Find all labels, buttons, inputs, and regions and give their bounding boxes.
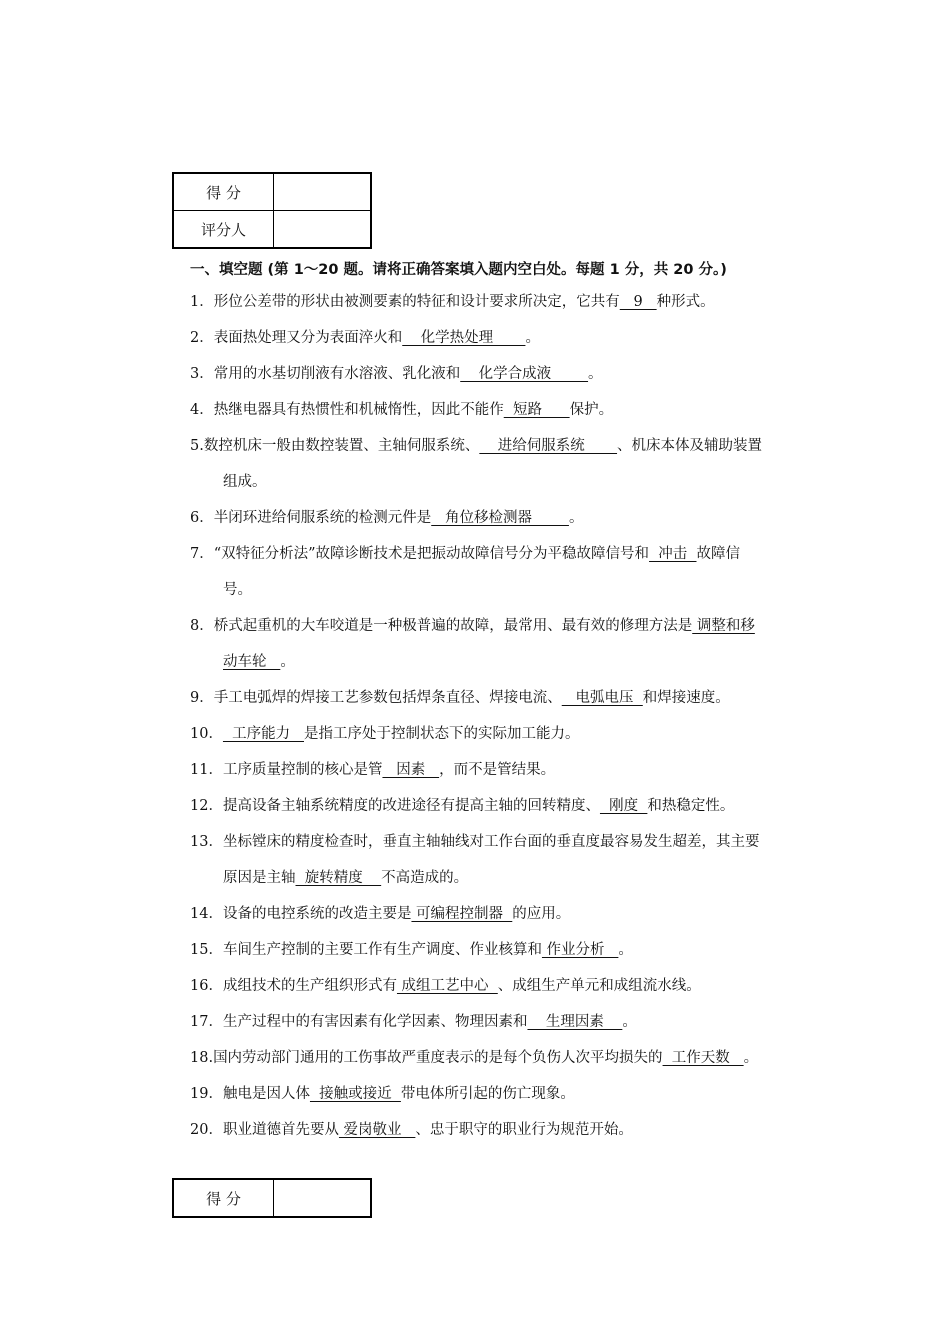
question-item xyxy=(190,1040,840,1076)
question-text-end: 组成。 xyxy=(223,474,267,490)
answer-blank[interactable]: 因素 xyxy=(382,762,440,778)
question-text: 触电是因人体 xyxy=(222,1086,310,1102)
answer-blank[interactable]: 成组工艺中心 xyxy=(396,978,498,994)
question-text: 国内劳动部门通用的工伤事故严重度表示的是每个负伤人次平均损失的 xyxy=(213,1050,663,1066)
grader-value-cell[interactable] xyxy=(274,211,372,249)
question-text-end: 保护。 xyxy=(569,402,614,418)
question-number: 1． xyxy=(190,294,214,310)
question-text-end: 、成组生产单元和成组流水线。 xyxy=(497,978,701,994)
question-continuation xyxy=(190,572,840,608)
question-text: 半闭环进给伺服系统的检测元件是 xyxy=(213,510,432,526)
question-item xyxy=(190,716,840,752)
question-text-end: 。 xyxy=(280,654,295,670)
question-item xyxy=(190,824,840,896)
question-text-end: 。 xyxy=(743,1050,759,1066)
question-text: 表面热处理又分为表面淬火和 xyxy=(213,330,403,346)
question-text-end: 不高造成的。 xyxy=(381,870,469,886)
question-number: 15． xyxy=(190,942,223,958)
score-table-2 xyxy=(172,1178,372,1218)
answer-blank[interactable]: 作业分析 xyxy=(541,942,619,958)
question-item xyxy=(190,284,840,320)
answer-blank[interactable]: 化学合成液 xyxy=(460,366,589,382)
question-text: 手工电弧焊的焊接工艺参数包括焊条直径、焊接电流、 xyxy=(213,690,562,706)
question-text-end: 。 xyxy=(588,366,603,382)
question-continuation xyxy=(190,644,840,680)
question-text-end: 带电体所引起的伤亡现象。 xyxy=(400,1086,575,1102)
answer-blank[interactable]: 接触或接近 xyxy=(309,1086,401,1102)
answer-blank[interactable]: 工作天数 xyxy=(662,1050,744,1066)
question-item xyxy=(190,428,840,500)
question-text: 坐标镗床的精度检查时，垂直主轴轴线对工作台面的垂直度最容易发生超差，其主要 xyxy=(222,834,760,850)
question-text: “双特征分析法”故障诊断技术是把振动故障信号分为平稳故障信号和 xyxy=(213,546,650,562)
question-text: 形位公差带的形状由被测要素的特征和设计要求所决定，它共有 xyxy=(213,294,620,310)
answer-blank[interactable]: 短路 xyxy=(503,402,570,418)
question-number: 19． xyxy=(190,1086,223,1102)
question-number: 7． xyxy=(190,546,214,562)
question-text: 工序质量控制的核心是管 xyxy=(222,762,383,778)
question-number: 12． xyxy=(190,798,223,814)
score-value-cell[interactable] xyxy=(274,1179,372,1217)
answer-blank[interactable]: 工序能力 xyxy=(222,726,304,742)
question-text: 桥式起重机的大车咬道是一种极普遍的故障，最常用、最有效的修理方法是 xyxy=(213,618,693,634)
question-item xyxy=(190,1076,840,1112)
question-continuation xyxy=(190,464,840,500)
question-number: 3． xyxy=(190,366,214,382)
question-item xyxy=(190,896,840,932)
question-item xyxy=(190,788,840,824)
question-number: 8． xyxy=(190,618,214,634)
question-item xyxy=(190,968,840,1004)
question-text: 车间生产控制的主要工作有生产调度、作业核算和 xyxy=(222,942,542,958)
question-item xyxy=(190,932,840,968)
answer-blank[interactable]: 爱岗敬业 xyxy=(338,1122,416,1138)
question-item xyxy=(190,1112,840,1148)
question-item xyxy=(190,1004,840,1040)
question-text-end: 、机床本体及辅助装置 xyxy=(617,438,763,454)
question-text: 提高设备主轴系统精度的改进途径有提高主轴的回转精度、 xyxy=(222,798,600,814)
question-text: 常用的水基切削液有水溶液、乳化液和 xyxy=(213,366,461,382)
question-text-end: 和焊接速度。 xyxy=(642,690,730,706)
question-item xyxy=(190,356,840,392)
question-text-end: 的应用。 xyxy=(512,906,571,922)
question-item xyxy=(190,752,840,788)
answer-blank[interactable]: 化学热处理 xyxy=(402,330,526,346)
question-number: 17． xyxy=(190,1014,223,1030)
question-number: 10． xyxy=(190,726,223,742)
answer-blank[interactable]: 可编程控制器 xyxy=(411,906,513,922)
question-number: 9． xyxy=(190,690,214,706)
question-item xyxy=(190,320,840,356)
question-text-end: 。 xyxy=(568,510,584,526)
question-number: 4． xyxy=(190,402,214,418)
question-text-end: 。 xyxy=(525,330,540,346)
question-text-end: 故障信 xyxy=(696,546,740,562)
question-text: 设备的电控系统的改造主要是 xyxy=(222,906,412,922)
answer-blank[interactable]: 进给伺服系统 xyxy=(479,438,618,454)
answer-blank[interactable]: 角位移检测器 xyxy=(431,510,569,526)
question-number: 5. xyxy=(190,438,204,454)
question-text: 职业道德首先要从 xyxy=(222,1122,339,1138)
question-number: 13． xyxy=(190,834,223,850)
score-table-1 xyxy=(172,172,372,249)
question-number: 14． xyxy=(190,906,223,922)
question-text: 生产过程中的有害因素有化学因素、物理因素和 xyxy=(222,1014,528,1030)
question-continuation xyxy=(190,860,840,896)
grader-label: 评分人 xyxy=(173,211,274,249)
question-number: 6． xyxy=(190,510,214,526)
answer-blank[interactable]: 冲击 xyxy=(649,546,697,562)
question-number: 16． xyxy=(190,978,223,994)
question-text-end: 号。 xyxy=(223,582,252,598)
question-text-end: 、忠于职守的职业行为规范开始。 xyxy=(415,1122,633,1138)
question-item xyxy=(190,680,840,716)
question-number: 2． xyxy=(190,330,214,346)
answer-blank[interactable]: 9 xyxy=(619,294,657,310)
score-value-cell[interactable] xyxy=(274,173,372,211)
section-title: 一、填空题 (第 1～20 题。请将正确答案填入题内空白处。每题 1 分，共 20 分。) xyxy=(190,262,727,278)
question-text-end: 是指工序处于控制状态下的实际加工能力。 xyxy=(304,726,580,742)
question-number: 20． xyxy=(190,1122,223,1138)
question-text-end: 种形式。 xyxy=(656,294,715,310)
answer-blank[interactable]: 调整和移 xyxy=(692,618,755,634)
question-text: 成组技术的生产组织形式有 xyxy=(222,978,397,994)
question-number: 18. xyxy=(190,1050,214,1066)
answer-blank[interactable]: 生理因素 xyxy=(527,1014,623,1030)
answer-blank[interactable]: 电弧电压 xyxy=(561,690,643,706)
question-item xyxy=(190,536,840,608)
question-item xyxy=(190,500,840,536)
question-text-end: 。 xyxy=(618,942,633,958)
question-item xyxy=(190,608,840,680)
question-text-end: 。 xyxy=(622,1014,637,1030)
question-text-end: 和热稳定性。 xyxy=(647,798,735,814)
answer-blank[interactable]: 动车轮 xyxy=(223,654,281,670)
question-text: 热继电器具有热惯性和机械惰性，因此不能作 xyxy=(213,402,504,418)
score-label: 得 分 xyxy=(173,1179,274,1217)
question-text: 数控机床一般由数控装置、主轴伺服系统、 xyxy=(203,438,480,454)
score-label: 得 分 xyxy=(173,173,274,211)
question-text-end: ，而不是管结果。 xyxy=(439,762,556,778)
answer-blank[interactable]: 旋转精度 xyxy=(295,870,382,886)
question-text: 原因是主轴 xyxy=(223,870,296,886)
question-item xyxy=(190,392,840,428)
question-number: 11． xyxy=(190,762,223,778)
answer-blank[interactable]: 刚度 xyxy=(599,798,648,814)
